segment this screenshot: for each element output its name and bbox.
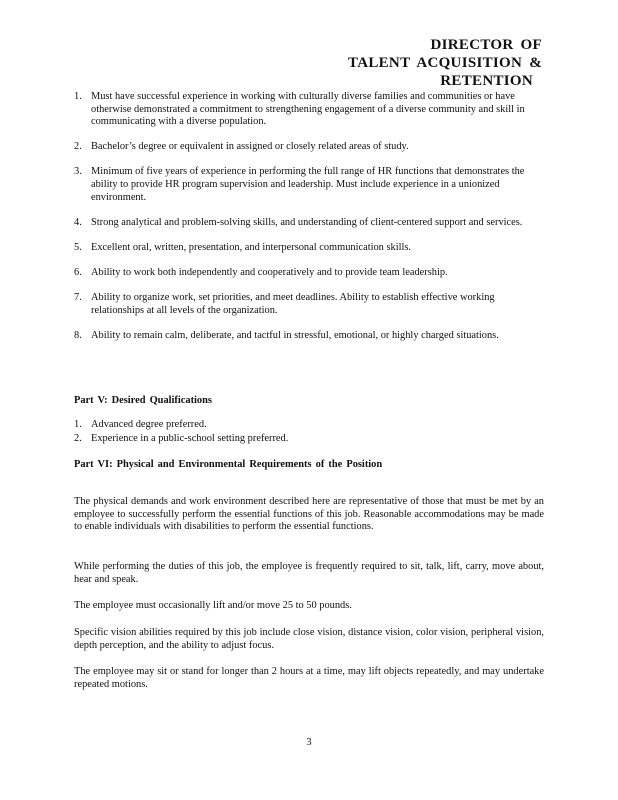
paragraph: While performing the duties of this job, the employee is frequently required to sit, talk, lift, carry, move about, hear and speak. (74, 561, 544, 585)
paragraph: The employee may sit or stand for longer than 2 hours at a time, may lift objects repeatedly, and may undertake repeated motions. (74, 666, 544, 690)
list-item-text: Excellent oral, written, presentation, and interpersonal communication skills. (91, 241, 411, 253)
page-number: 3 (306, 737, 312, 748)
list-item-text: Ability to organize work, set priorities, and meet deadlines. Ability to establish effective working relationships at all levels of the organization. (91, 291, 495, 316)
list-item-number: 2. (74, 432, 82, 444)
list-item (74, 141, 544, 154)
list-item (74, 330, 544, 343)
list-item-number: 1. (74, 419, 82, 430)
list-item (74, 242, 544, 255)
job-title-line-3: RETENTION (440, 73, 533, 89)
list-item-text: Bachelor’s degree or equivalent in assigned or closely related areas of study. (91, 141, 409, 153)
list-item (74, 419, 544, 432)
list-item (74, 166, 544, 204)
list-item-text: Advanced degree preferred. (91, 419, 207, 430)
list-item (74, 433, 544, 446)
list-item-number: 3. (74, 166, 82, 178)
paragraph: The employee must occasionally lift and/or move 25 to 50 pounds. (74, 600, 352, 611)
list-item (74, 217, 544, 230)
list-item-text: Must have successful experience in working with culturally diverse families and communities or have otherwise demonstrated a commitment to strengthening engagement of a diverse community and skill in communicating with a diverse population. (91, 91, 525, 128)
list-item-text: Experience in a public-school setting preferred. (91, 432, 289, 444)
list-item-number: 1. (74, 91, 82, 102)
paragraph: Specific vision abilities required by this job include close vision, distance vision, color vision, peripheral vision, depth perception, and the ability to adjust focus. (74, 627, 544, 651)
list-item-number: 6. (74, 266, 82, 278)
requirements-list (74, 91, 544, 355)
job-title-line-1: DIRECTOR OF (430, 37, 542, 53)
list-item (74, 91, 544, 129)
job-title (282, 36, 542, 90)
desired-qualifications-list (74, 419, 544, 446)
list-item-text: Strong analytical and problem-solving skills, and understanding of client-centered support and services. (91, 216, 523, 228)
list-item-number: 2. (74, 141, 82, 153)
section-heading-physical-requirements: Part VI: Physical and Environmental Requirements of the Position (74, 459, 383, 470)
list-item (74, 292, 544, 317)
list-item-number: 7. (74, 291, 82, 303)
paragraph: The physical demands and work environment described here are representative of those that must be met by an employee to successfully perform the essential functions of this job. Reasonable accommodations may be made to enable individuals with disabilities to perform the essential functions. (74, 496, 544, 533)
list-item-text: Minimum of five years of experience in performing the full range of HR functions that demonstrates the ability to provide HR program supervision and leadership. Must include experience in a unionized environment. (91, 166, 525, 203)
list-item-text: Ability to work both independently and cooperatively and to provide team leadership. (91, 266, 448, 278)
list-item-number: 4. (74, 216, 82, 228)
list-item-text: Ability to remain calm, deliberate, and tactful in stressful, emotional, or highly charged situations. (91, 329, 499, 341)
list-item-number: 5. (74, 241, 82, 253)
job-title-line-2: TALENT ACQUISITION & (348, 55, 542, 71)
list-item-number: 8. (74, 329, 82, 341)
list-item (74, 267, 544, 280)
section-heading-desired-qualifications: Part V: Desired Qualifications (74, 395, 212, 406)
